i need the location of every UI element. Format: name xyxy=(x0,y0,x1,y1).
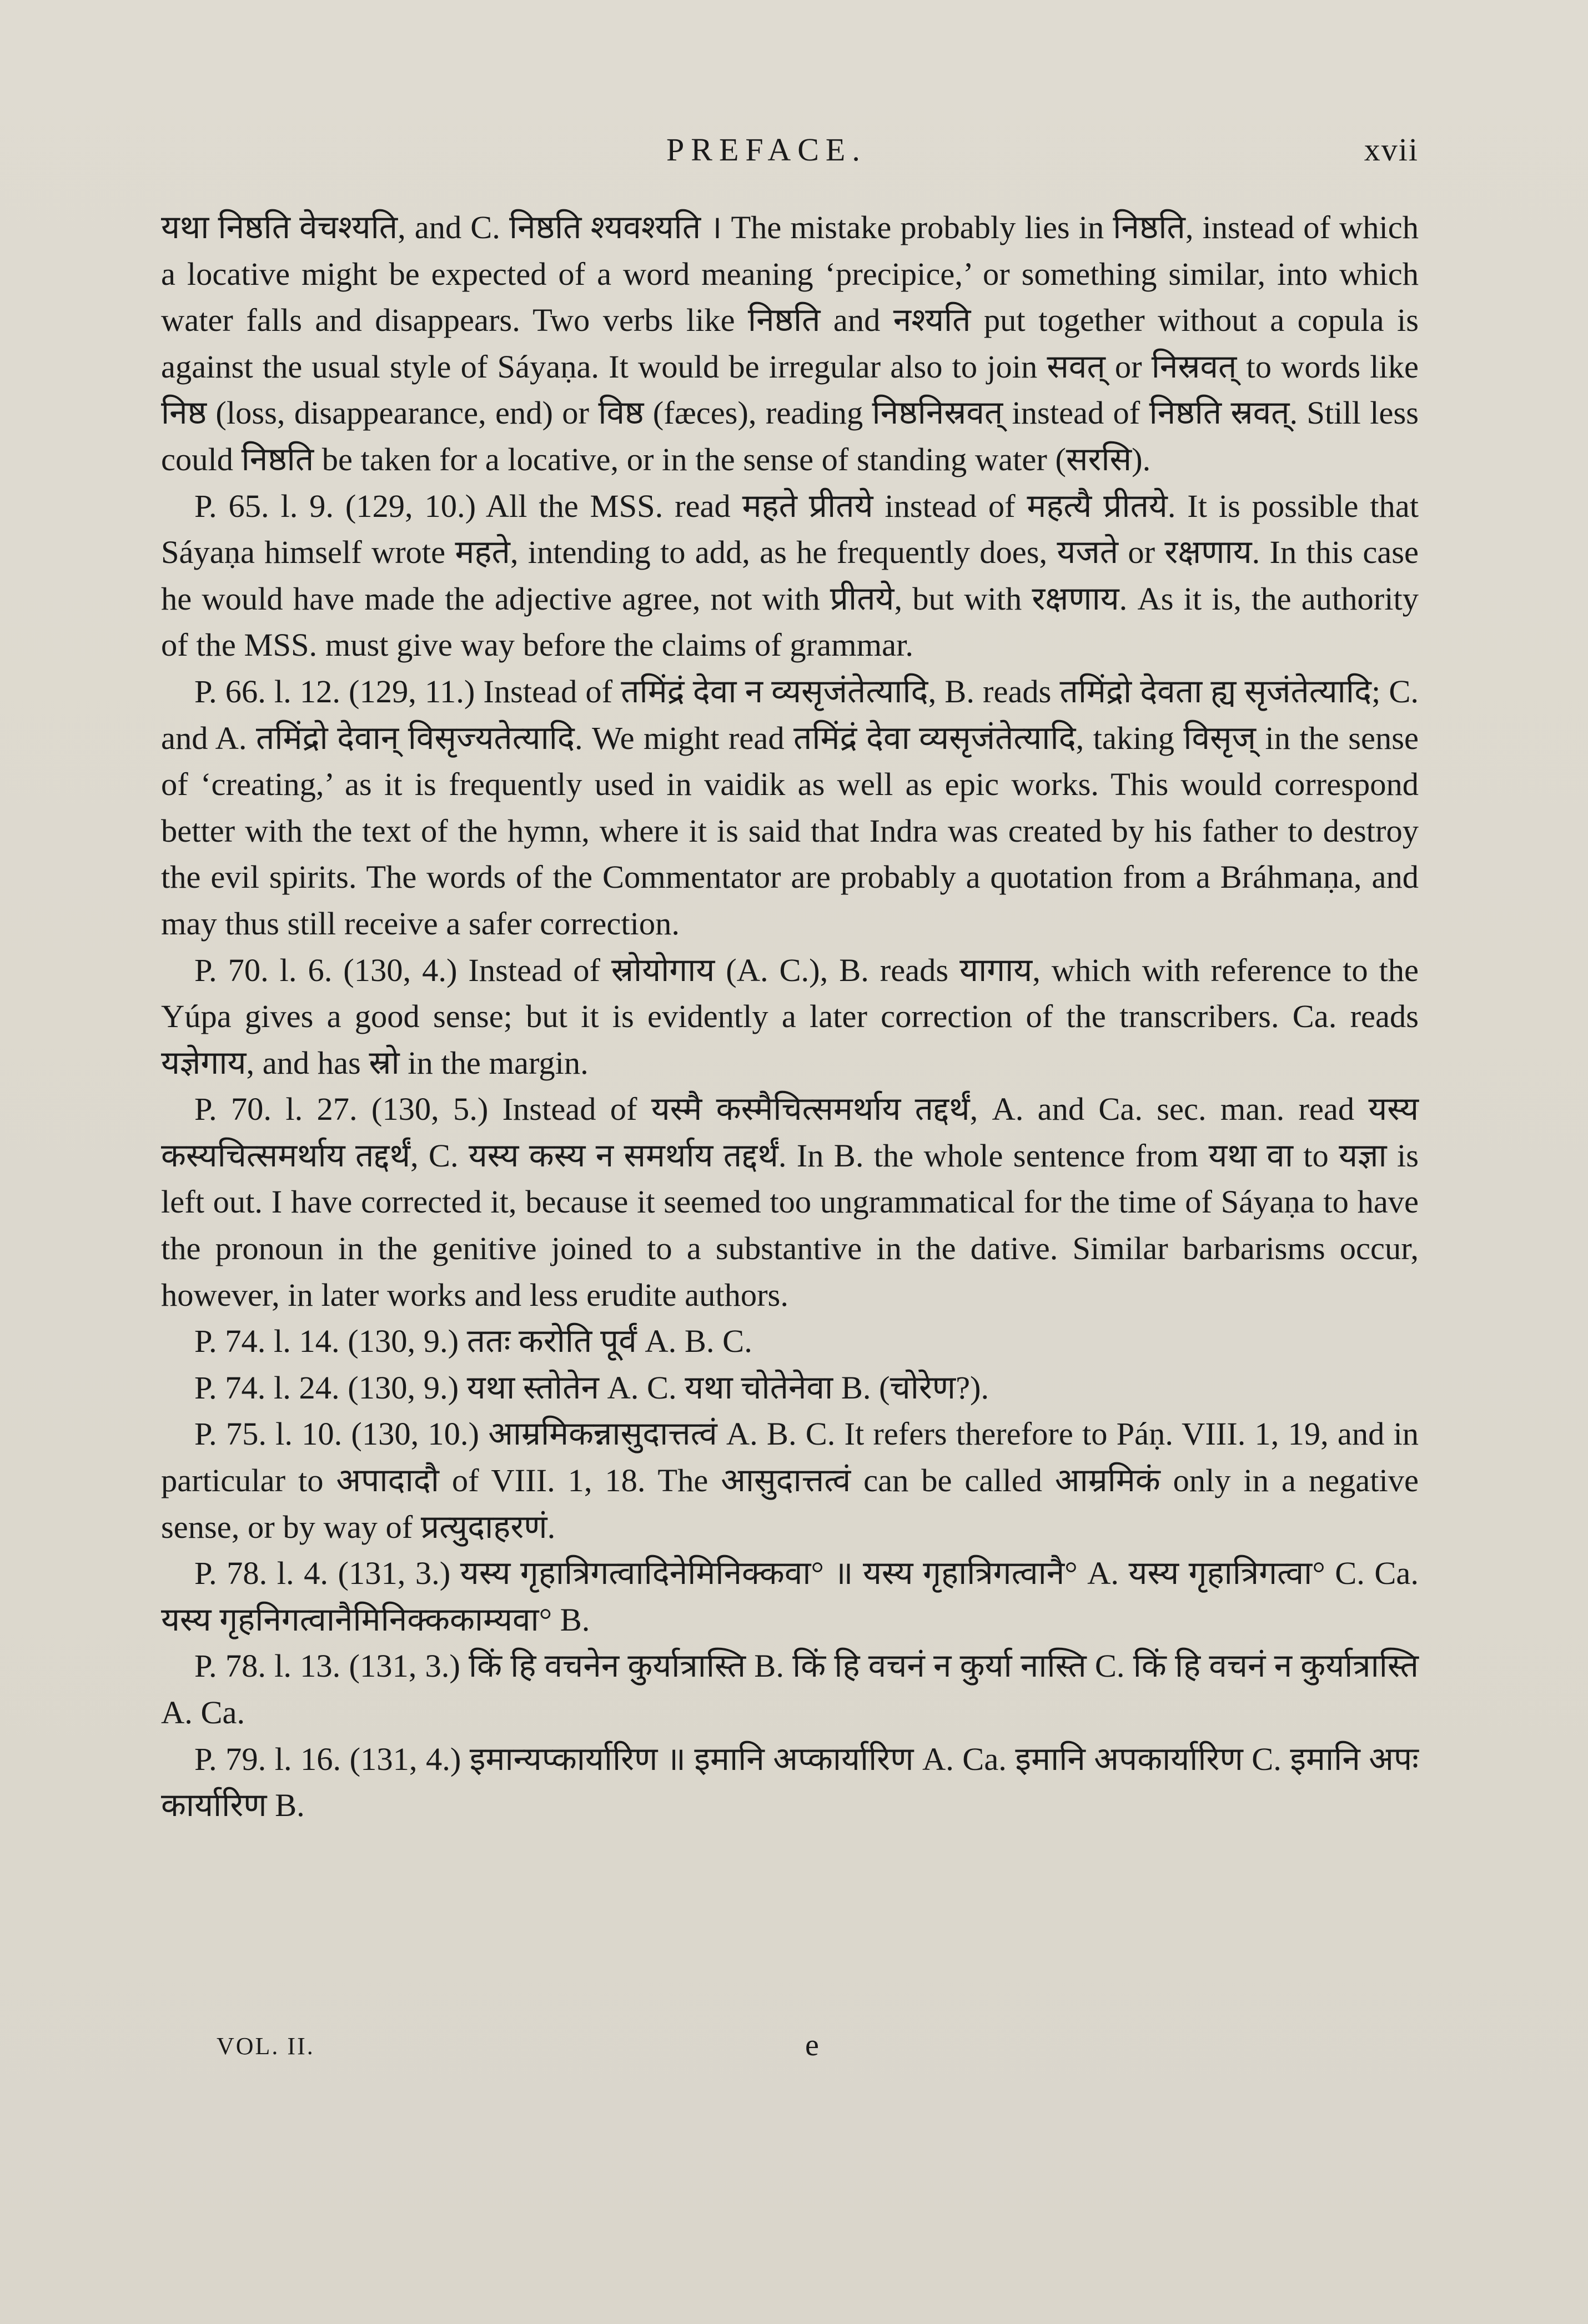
paragraph-continued: यथा निष्ठति वेचश्यति, and C. निष्ठति श्यवश्यति । The mistake probably lies in निष्ठति, instead of which a locative might be expected of a word meaning ‘precipice,’ or something similar, into which water falls and disappears. Two verbs like निष्ठति and नश्यति put together without a copula is against the usual style of Sáyaṇa. It would be irregular also to join सवत् or निस्रवत् to words like निष्ठ (loss, disappearance, end) or विष्ठ (fæces), reading निष्ठनिस्रवत् instead of निष्ठति स्रवत्. Still less could निष्ठति be taken for a locative, or in the sense of standing water (सरसि). xyxy=(161,209,1419,477)
note-p79-l16: P. 79. l. 16. (131, 4.) इमान्यप्कार्यारिण ॥ इमानि अप्कार्यारिण A. Ca. इमानि अपकार्यारिण C. इमानि अपः कार्यारिण B. xyxy=(161,1741,1419,1824)
running-head xyxy=(0,131,1588,175)
body-text xyxy=(161,204,1419,1829)
note-p70-l6: P. 70. l. 6. (130, 4.) Instead of स्रोयोगाय (A. C.), B. reads यागाय, which with reference to the Yúpa gives a good sense; but it is evidently a later correction of the transcribers. Ca. reads यज्ञेगाय, and has स्रो in the margin. xyxy=(161,952,1419,1081)
note-p74-l14: P. 74. l. 14. (130, 9.) ततः करोति पूर्वं A. B. C. xyxy=(194,1323,752,1360)
note-p70-l27: P. 70. l. 27. (130, 5.) Instead of यस्मै कस्मैचित्समर्थाय तद्दर्थं, A. and Ca. sec. man. read यस्य कस्यचित्समर्थाय तद्दर्थं, C. यस्य कस्य न समर्थाय तद्दर्थं. In B. the whole sentence from यथा वा to यज्ञा is left out. I have corrected it, because it seemed too ungrammatical for the time of Sáyaṇa to have the pronoun in the genitive joined to a substantive in the dative. Similar barbarisms occur, however, in later works and less erudite authors. xyxy=(161,1091,1419,1313)
note-p66-l12: P. 66. l. 12. (129, 11.) Instead of तमिंद्रं देवा न व्यसृजंतेत्यादि, B. reads तमिंद्रो देवता ह्य सृजंतेत्यादि; C. and A. तमिंद्रो देवान् विसृज्यतेत्यादि. We might read तमिंद्रं देवा व्यसृजंतेत्यादि, taking विसृज् in the sense of ‘creating,’ as it is frequently used in vaidik as well as epic works. This would correspond better with the text of the hymn, where it is said that Indra was created by his father to destroy the evil spirits. The words of the Commentator are probably a quotation from a Bráhmaṇa, and may thus still receive a safer correction. xyxy=(161,673,1419,942)
running-title: PREFACE. xyxy=(666,132,867,168)
note-p65-l9: P. 65. l. 9. (129, 10.) All the MSS. read महते प्रीतये instead of महत्यै प्रीतये. It is possible that Sáyaṇa himself wrote महते, intending to add, as he frequently does, यजते or रक्षणाय. In this case he would have made the adjective agree, not with प्रीतये, but with रक्षणाय. As it is, the authority of the MSS. must give way before the claims of grammar. xyxy=(161,487,1419,663)
note-p78-l4: P. 78. l. 4. (131, 3.) यस्य गृहात्रिगत्वादिनेमिनिक्कवा° ॥ यस्य गृहात्रिगत्वानै° A. यस्य गृहात्रिगत्वा° C. Ca. यस्य गृहनिगत्वानैमिनिक्ककाम्यवा° B. xyxy=(161,1555,1419,1638)
note-p75-l10: P. 75. l. 10. (130, 10.) आम्रमिकन्नासुदात्तत्वं A. B. C. It refers therefore to Páṇ. VIII. 1, 19, and in particular to अपादादौ of VIII. 1, 18. The आसुदात्तत्वं can be called आम्रमिकं only in a negative sense, or by way of प्रत्युदाहरणं. xyxy=(161,1416,1419,1545)
volume-label: VOL. II. xyxy=(217,2033,315,2060)
page-number: xvii xyxy=(1364,132,1419,168)
note-p74-l24: P. 74. l. 24. (130, 9.) यथा स्तोतेन A. C. यथा चोतेनेवा B. (चोरेण?). xyxy=(194,1369,989,1406)
signature-mark: e xyxy=(805,2028,819,2063)
page-footer xyxy=(0,2028,1588,2071)
note-p78-l13: P. 78. l. 13. (131, 3.) किं हि वचनेन कुर्यात्रास्ति B. किं हि वचनं न कुर्या नास्ति C. किं हि वचनं न कुर्यात्रास्ति A. Ca. xyxy=(161,1648,1419,1731)
